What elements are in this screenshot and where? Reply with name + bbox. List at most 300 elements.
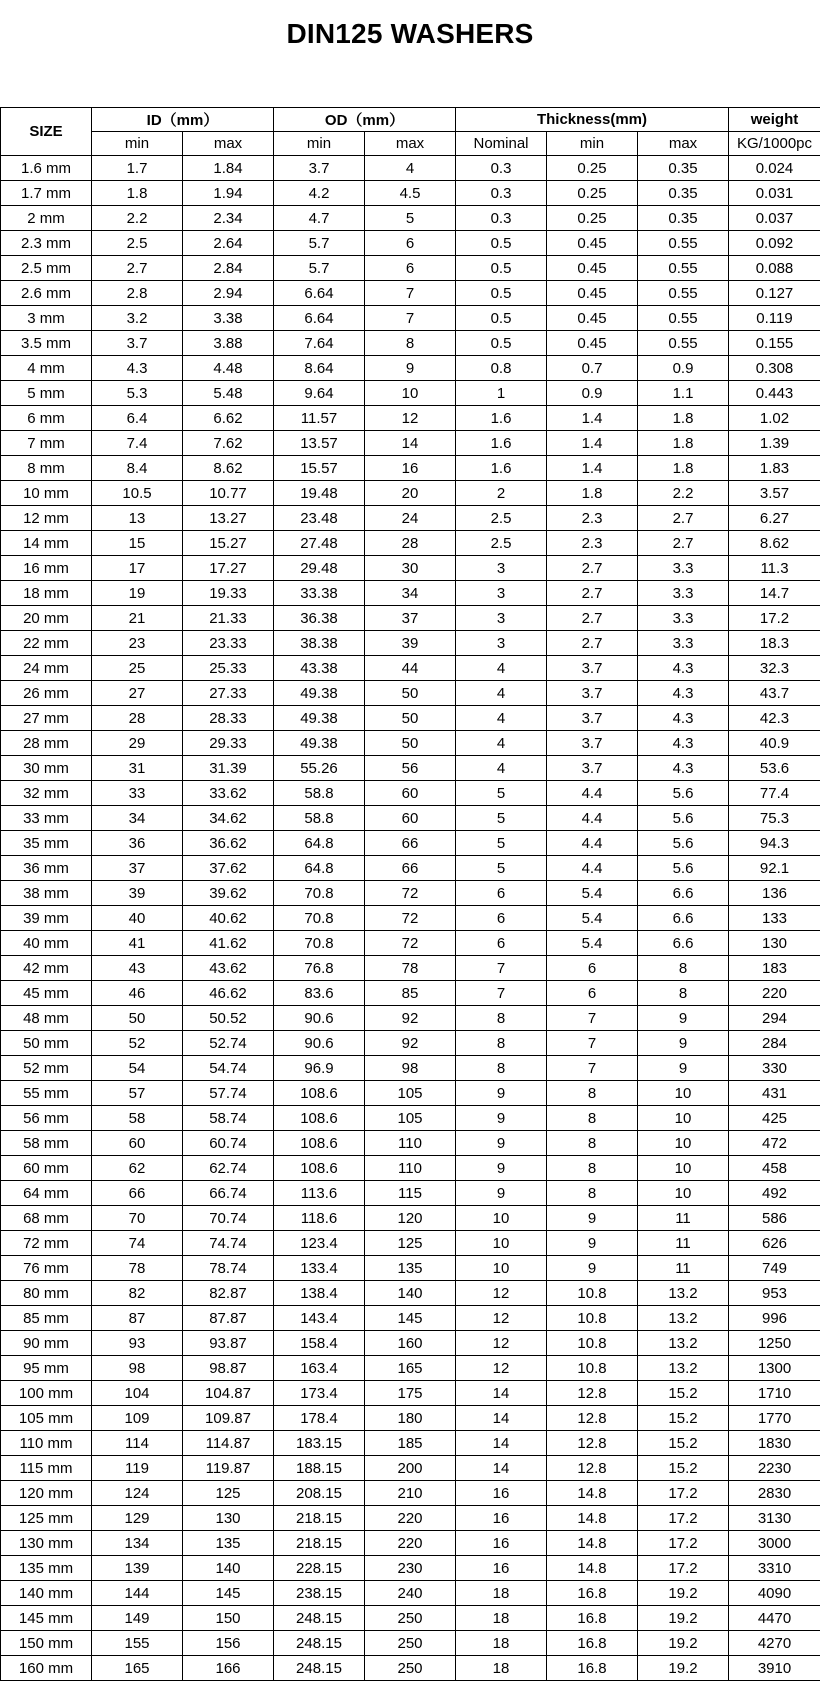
cell-size: 10 mm	[1, 481, 92, 506]
cell-thickness-max: 0.9	[638, 356, 729, 381]
table-row	[1, 1481, 820, 1506]
cell-thickness-nominal: 0.5	[456, 281, 547, 306]
table-row	[1, 831, 820, 856]
cell-od-min: 11.57	[274, 406, 365, 431]
cell-thickness-min: 0.25	[547, 181, 638, 206]
header-thickness-nominal: Nominal	[456, 132, 547, 156]
cell-id-max: 166	[183, 1656, 274, 1681]
cell-size: 85 mm	[1, 1306, 92, 1331]
cell-thickness-min: 12.8	[547, 1431, 638, 1456]
cell-thickness-max: 17.2	[638, 1556, 729, 1581]
table-body	[1, 156, 820, 1681]
cell-od-max: 8	[365, 331, 456, 356]
cell-thickness-max: 2.2	[638, 481, 729, 506]
cell-thickness-max: 0.55	[638, 256, 729, 281]
cell-od-max: 240	[365, 1581, 456, 1606]
cell-thickness-nominal: 2.5	[456, 531, 547, 556]
cell-od-max: 145	[365, 1306, 456, 1331]
table-row	[1, 581, 820, 606]
cell-id-max: 8.62	[183, 456, 274, 481]
cell-weight: 0.031	[729, 181, 820, 206]
cell-size: 100 mm	[1, 1381, 92, 1406]
cell-thickness-nominal: 10	[456, 1231, 547, 1256]
cell-id-min: 155	[92, 1631, 183, 1656]
cell-thickness-max: 0.55	[638, 281, 729, 306]
cell-id-min: 6.4	[92, 406, 183, 431]
cell-id-max: 135	[183, 1531, 274, 1556]
cell-od-max: 44	[365, 656, 456, 681]
cell-od-max: 39	[365, 631, 456, 656]
cell-thickness-nominal: 4	[456, 756, 547, 781]
cell-thickness-nominal: 9	[456, 1156, 547, 1181]
cell-od-max: 120	[365, 1206, 456, 1231]
table-row	[1, 1081, 820, 1106]
cell-id-max: 5.48	[183, 381, 274, 406]
cell-size: 1.6 mm	[1, 156, 92, 181]
cell-od-max: 7	[365, 281, 456, 306]
cell-od-min: 90.6	[274, 1031, 365, 1056]
cell-size: 130 mm	[1, 1531, 92, 1556]
cell-thickness-nominal: 14	[456, 1431, 547, 1456]
cell-id-min: 31	[92, 756, 183, 781]
cell-thickness-max: 5.6	[638, 856, 729, 881]
cell-thickness-max: 5.6	[638, 831, 729, 856]
cell-thickness-nominal: 3	[456, 606, 547, 631]
cell-thickness-min: 16.8	[547, 1631, 638, 1656]
cell-thickness-max: 3.3	[638, 581, 729, 606]
cell-thickness-nominal: 2.5	[456, 506, 547, 531]
cell-id-min: 109	[92, 1406, 183, 1431]
cell-od-max: 10	[365, 381, 456, 406]
cell-od-max: 66	[365, 856, 456, 881]
cell-weight: 1.39	[729, 431, 820, 456]
cell-id-min: 1.7	[92, 156, 183, 181]
cell-thickness-min: 4.4	[547, 831, 638, 856]
cell-thickness-nominal: 1.6	[456, 456, 547, 481]
table-row	[1, 1606, 820, 1631]
cell-thickness-max: 15.2	[638, 1431, 729, 1456]
table-row	[1, 306, 820, 331]
cell-od-max: 92	[365, 1006, 456, 1031]
cell-od-min: 123.4	[274, 1231, 365, 1256]
cell-od-max: 220	[365, 1506, 456, 1531]
cell-size: 48 mm	[1, 1006, 92, 1031]
table-row	[1, 1206, 820, 1231]
cell-od-min: 118.6	[274, 1206, 365, 1231]
cell-thickness-max: 4.3	[638, 681, 729, 706]
cell-weight: 458	[729, 1156, 820, 1181]
cell-weight: 1.83	[729, 456, 820, 481]
cell-thickness-nominal: 18	[456, 1656, 547, 1681]
cell-id-min: 19	[92, 581, 183, 606]
cell-thickness-nominal: 2	[456, 481, 547, 506]
cell-size: 58 mm	[1, 1131, 92, 1156]
cell-thickness-max: 17.2	[638, 1481, 729, 1506]
cell-id-min: 74	[92, 1231, 183, 1256]
table-row	[1, 1231, 820, 1256]
cell-size: 32 mm	[1, 781, 92, 806]
cell-od-min: 248.15	[274, 1656, 365, 1681]
table-row	[1, 281, 820, 306]
cell-size: 26 mm	[1, 681, 92, 706]
table-row	[1, 906, 820, 931]
cell-thickness-nominal: 14	[456, 1381, 547, 1406]
cell-size: 5 mm	[1, 381, 92, 406]
cell-weight: 0.024	[729, 156, 820, 181]
cell-thickness-max: 11	[638, 1231, 729, 1256]
cell-size: 22 mm	[1, 631, 92, 656]
cell-id-max: 41.62	[183, 931, 274, 956]
cell-od-max: 4	[365, 156, 456, 181]
cell-thickness-max: 4.3	[638, 731, 729, 756]
header-row-sub	[1, 132, 820, 156]
cell-od-max: 4.5	[365, 181, 456, 206]
cell-od-min: 6.64	[274, 281, 365, 306]
cell-id-min: 2.2	[92, 206, 183, 231]
cell-id-min: 165	[92, 1656, 183, 1681]
cell-id-max: 1.94	[183, 181, 274, 206]
cell-thickness-max: 10	[638, 1156, 729, 1181]
cell-thickness-max: 19.2	[638, 1606, 729, 1631]
cell-thickness-max: 6.6	[638, 906, 729, 931]
cell-thickness-min: 16.8	[547, 1606, 638, 1631]
cell-size: 12 mm	[1, 506, 92, 531]
cell-thickness-min: 7	[547, 1031, 638, 1056]
cell-id-min: 57	[92, 1081, 183, 1106]
cell-thickness-min: 1.4	[547, 431, 638, 456]
cell-weight: 0.155	[729, 331, 820, 356]
cell-id-max: 6.62	[183, 406, 274, 431]
cell-size: 18 mm	[1, 581, 92, 606]
cell-thickness-max: 19.2	[638, 1656, 729, 1681]
cell-id-min: 124	[92, 1481, 183, 1506]
cell-weight: 996	[729, 1306, 820, 1331]
table-row	[1, 706, 820, 731]
table-row	[1, 406, 820, 431]
cell-size: 150 mm	[1, 1631, 92, 1656]
cell-thickness-max: 0.55	[638, 306, 729, 331]
cell-size: 30 mm	[1, 756, 92, 781]
cell-id-min: 4.3	[92, 356, 183, 381]
cell-size: 2 mm	[1, 206, 92, 231]
cell-size: 90 mm	[1, 1331, 92, 1356]
cell-thickness-max: 17.2	[638, 1506, 729, 1531]
cell-id-max: 31.39	[183, 756, 274, 781]
cell-id-max: 40.62	[183, 906, 274, 931]
cell-weight: 749	[729, 1256, 820, 1281]
cell-od-min: 38.38	[274, 631, 365, 656]
cell-thickness-min: 5.4	[547, 906, 638, 931]
cell-id-min: 43	[92, 956, 183, 981]
cell-id-min: 13	[92, 506, 183, 531]
cell-weight: 4470	[729, 1606, 820, 1631]
cell-thickness-min: 3.7	[547, 656, 638, 681]
cell-size: 3 mm	[1, 306, 92, 331]
cell-id-min: 28	[92, 706, 183, 731]
cell-weight: 77.4	[729, 781, 820, 806]
cell-thickness-nominal: 1.6	[456, 431, 547, 456]
cell-od-min: 64.8	[274, 856, 365, 881]
cell-size: 95 mm	[1, 1356, 92, 1381]
cell-thickness-nominal: 1	[456, 381, 547, 406]
table-row	[1, 931, 820, 956]
header-thickness-max: max	[638, 132, 729, 156]
cell-od-max: 6	[365, 256, 456, 281]
table-row	[1, 156, 820, 181]
cell-weight: 2230	[729, 1456, 820, 1481]
cell-size: 76 mm	[1, 1256, 92, 1281]
cell-thickness-min: 2.7	[547, 606, 638, 631]
cell-thickness-min: 1.4	[547, 456, 638, 481]
cell-od-max: 50	[365, 731, 456, 756]
cell-size: 68 mm	[1, 1206, 92, 1231]
cell-thickness-max: 8	[638, 956, 729, 981]
cell-id-max: 98.87	[183, 1356, 274, 1381]
cell-od-max: 115	[365, 1181, 456, 1206]
cell-od-min: 70.8	[274, 931, 365, 956]
cell-od-min: 188.15	[274, 1456, 365, 1481]
cell-size: 2.3 mm	[1, 231, 92, 256]
cell-weight: 130	[729, 931, 820, 956]
cell-id-max: 3.88	[183, 331, 274, 356]
cell-weight: 40.9	[729, 731, 820, 756]
cell-thickness-min: 14.8	[547, 1481, 638, 1506]
cell-id-min: 33	[92, 781, 183, 806]
cell-thickness-nominal: 5	[456, 856, 547, 881]
cell-thickness-min: 12.8	[547, 1381, 638, 1406]
cell-od-max: 60	[365, 781, 456, 806]
table-row	[1, 1581, 820, 1606]
cell-thickness-nominal: 4	[456, 681, 547, 706]
cell-od-max: 160	[365, 1331, 456, 1356]
cell-od-min: 49.38	[274, 731, 365, 756]
cell-thickness-nominal: 9	[456, 1106, 547, 1131]
cell-id-min: 46	[92, 981, 183, 1006]
header-id-min: min	[92, 132, 183, 156]
cell-size: 38 mm	[1, 881, 92, 906]
cell-od-min: 49.38	[274, 706, 365, 731]
cell-thickness-min: 3.7	[547, 706, 638, 731]
cell-thickness-max: 3.3	[638, 631, 729, 656]
cell-od-min: 108.6	[274, 1156, 365, 1181]
cell-weight: 42.3	[729, 706, 820, 731]
cell-id-min: 119	[92, 1456, 183, 1481]
cell-id-max: 109.87	[183, 1406, 274, 1431]
cell-thickness-max: 9	[638, 1006, 729, 1031]
cell-thickness-nominal: 18	[456, 1631, 547, 1656]
cell-id-max: 54.74	[183, 1056, 274, 1081]
cell-od-min: 4.7	[274, 206, 365, 231]
cell-id-max: 43.62	[183, 956, 274, 981]
cell-od-min: 228.15	[274, 1556, 365, 1581]
cell-od-max: 125	[365, 1231, 456, 1256]
cell-thickness-max: 1.8	[638, 406, 729, 431]
cell-id-min: 2.5	[92, 231, 183, 256]
cell-weight: 1.02	[729, 406, 820, 431]
cell-weight: 425	[729, 1106, 820, 1131]
cell-id-min: 21	[92, 606, 183, 631]
cell-thickness-max: 5.6	[638, 806, 729, 831]
cell-weight: 284	[729, 1031, 820, 1056]
cell-od-max: 110	[365, 1131, 456, 1156]
table-row	[1, 631, 820, 656]
cell-thickness-max: 8	[638, 981, 729, 1006]
cell-thickness-min: 0.45	[547, 231, 638, 256]
cell-weight: 94.3	[729, 831, 820, 856]
cell-od-max: 180	[365, 1406, 456, 1431]
cell-thickness-max: 10	[638, 1081, 729, 1106]
header-od-group: OD（mm）	[274, 108, 456, 132]
cell-thickness-max: 17.2	[638, 1531, 729, 1556]
cell-thickness-max: 10	[638, 1106, 729, 1131]
cell-thickness-min: 0.7	[547, 356, 638, 381]
table-row	[1, 531, 820, 556]
cell-thickness-nominal: 12	[456, 1356, 547, 1381]
cell-od-max: 20	[365, 481, 456, 506]
cell-thickness-max: 0.35	[638, 181, 729, 206]
cell-weight: 8.62	[729, 531, 820, 556]
cell-weight: 3.57	[729, 481, 820, 506]
cell-id-min: 129	[92, 1506, 183, 1531]
cell-od-min: 158.4	[274, 1331, 365, 1356]
cell-thickness-min: 5.4	[547, 931, 638, 956]
cell-thickness-min: 0.25	[547, 156, 638, 181]
cell-thickness-min: 6	[547, 981, 638, 1006]
table-row	[1, 1456, 820, 1481]
cell-thickness-max: 13.2	[638, 1306, 729, 1331]
cell-od-min: 113.6	[274, 1181, 365, 1206]
cell-weight: 32.3	[729, 656, 820, 681]
cell-thickness-nominal: 4	[456, 731, 547, 756]
cell-od-max: 56	[365, 756, 456, 781]
cell-thickness-max: 4.3	[638, 656, 729, 681]
table-row	[1, 331, 820, 356]
cell-od-max: 72	[365, 881, 456, 906]
cell-thickness-max: 13.2	[638, 1331, 729, 1356]
cell-od-max: 140	[365, 1281, 456, 1306]
cell-od-min: 76.8	[274, 956, 365, 981]
cell-thickness-min: 2.7	[547, 631, 638, 656]
cell-id-max: 29.33	[183, 731, 274, 756]
cell-thickness-max: 2.7	[638, 531, 729, 556]
cell-thickness-nominal: 10	[456, 1256, 547, 1281]
cell-weight: 0.443	[729, 381, 820, 406]
table-row	[1, 431, 820, 456]
cell-id-max: 156	[183, 1631, 274, 1656]
cell-od-min: 15.57	[274, 456, 365, 481]
cell-weight: 11.3	[729, 556, 820, 581]
cell-thickness-nominal: 16	[456, 1531, 547, 1556]
cell-thickness-min: 14.8	[547, 1531, 638, 1556]
cell-thickness-min: 0.25	[547, 206, 638, 231]
cell-od-min: 143.4	[274, 1306, 365, 1331]
cell-thickness-max: 10	[638, 1181, 729, 1206]
cell-weight: 0.092	[729, 231, 820, 256]
cell-size: 40 mm	[1, 931, 92, 956]
cell-size: 35 mm	[1, 831, 92, 856]
cell-weight: 92.1	[729, 856, 820, 881]
cell-thickness-min: 8	[547, 1156, 638, 1181]
cell-id-min: 25	[92, 656, 183, 681]
cell-weight: 4270	[729, 1631, 820, 1656]
table-row	[1, 1356, 820, 1381]
cell-thickness-nominal: 18	[456, 1606, 547, 1631]
cell-id-max: 93.87	[183, 1331, 274, 1356]
cell-thickness-min: 9	[547, 1256, 638, 1281]
cell-thickness-max: 13.2	[638, 1356, 729, 1381]
cell-od-max: 28	[365, 531, 456, 556]
cell-thickness-min: 8	[547, 1081, 638, 1106]
cell-weight: 330	[729, 1056, 820, 1081]
header-thickness-min: min	[547, 132, 638, 156]
cell-od-min: 178.4	[274, 1406, 365, 1431]
cell-thickness-nominal: 12	[456, 1281, 547, 1306]
cell-weight: 2830	[729, 1481, 820, 1506]
table-row	[1, 806, 820, 831]
cell-thickness-min: 10.8	[547, 1281, 638, 1306]
cell-od-max: 105	[365, 1081, 456, 1106]
cell-weight: 0.127	[729, 281, 820, 306]
cell-id-max: 62.74	[183, 1156, 274, 1181]
cell-id-min: 82	[92, 1281, 183, 1306]
cell-od-min: 27.48	[274, 531, 365, 556]
cell-id-min: 62	[92, 1156, 183, 1181]
cell-od-min: 133.4	[274, 1256, 365, 1281]
cell-thickness-nominal: 14	[456, 1456, 547, 1481]
table-row	[1, 181, 820, 206]
cell-size: 6 mm	[1, 406, 92, 431]
cell-size: 28 mm	[1, 731, 92, 756]
header-id-max: max	[183, 132, 274, 156]
cell-size: 8 mm	[1, 456, 92, 481]
cell-thickness-nominal: 5	[456, 781, 547, 806]
cell-size: 140 mm	[1, 1581, 92, 1606]
cell-id-min: 7.4	[92, 431, 183, 456]
cell-thickness-min: 1.8	[547, 481, 638, 506]
cell-od-min: 173.4	[274, 1381, 365, 1406]
cell-od-max: 14	[365, 431, 456, 456]
cell-id-max: 2.94	[183, 281, 274, 306]
cell-id-max: 36.62	[183, 831, 274, 856]
cell-thickness-min: 4.4	[547, 806, 638, 831]
cell-weight: 1250	[729, 1331, 820, 1356]
cell-thickness-min: 2.7	[547, 556, 638, 581]
table-row	[1, 206, 820, 231]
washer-spec-table	[0, 107, 820, 1681]
cell-size: 55 mm	[1, 1081, 92, 1106]
cell-thickness-nominal: 7	[456, 981, 547, 1006]
header-weight-unit: KG/1000pc	[729, 132, 820, 156]
cell-od-min: 33.38	[274, 581, 365, 606]
table-row	[1, 1331, 820, 1356]
cell-id-min: 52	[92, 1031, 183, 1056]
cell-od-max: 12	[365, 406, 456, 431]
cell-od-min: 58.8	[274, 781, 365, 806]
cell-od-max: 72	[365, 931, 456, 956]
cell-size: 160 mm	[1, 1656, 92, 1681]
cell-weight: 3000	[729, 1531, 820, 1556]
table-row	[1, 1556, 820, 1581]
cell-id-max: 150	[183, 1606, 274, 1631]
cell-size: 24 mm	[1, 656, 92, 681]
table-row	[1, 656, 820, 681]
table-row	[1, 1056, 820, 1081]
cell-size: 36 mm	[1, 856, 92, 881]
cell-id-max: 70.74	[183, 1206, 274, 1231]
cell-id-min: 17	[92, 556, 183, 581]
cell-thickness-max: 4.3	[638, 706, 729, 731]
cell-weight: 53.6	[729, 756, 820, 781]
